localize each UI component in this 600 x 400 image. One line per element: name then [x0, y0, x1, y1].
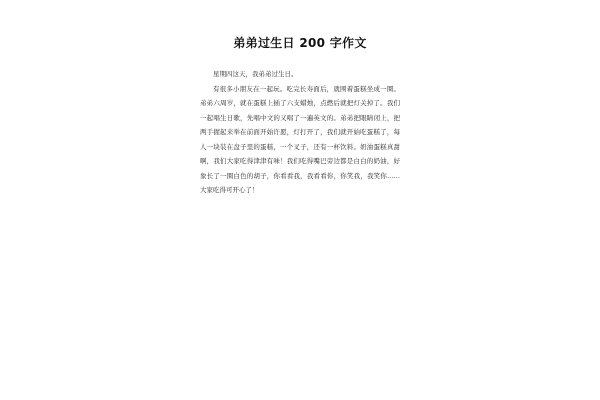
page-title: 弟弟过生日 200 字作文 [233, 36, 367, 50]
essay-paragraph: 星期四这天，我弟弟过生日。 [213, 70, 298, 78]
essay-body [200, 67, 400, 198]
essay-paragraph: 有很多小朋友在一起玩。吃完长寿面后，就围着蛋糕坐成一圈。弟弟六周岁，就在蛋糕上插了六支蜡烛，点燃后就把灯关掉了。我们一起唱生日歌，先唱中文的又唱了一遍英文的。弟弟把眼睛闭上，把两手握起来举在前面开始许愿，灯打开了，我们就开始吃蛋糕了，每人一块装在盘子里的蛋糕，一个叉子，还有一杯饮料。奶油蛋糕真甜啊，我们大家吃得津津有味！我们吃得嘴巴旁边都是白白的奶油，好象长了一圈白色的胡子，你看看我，我看看你，你笑我，我笑你……大家吃得可开心了！ [200, 84, 400, 194]
